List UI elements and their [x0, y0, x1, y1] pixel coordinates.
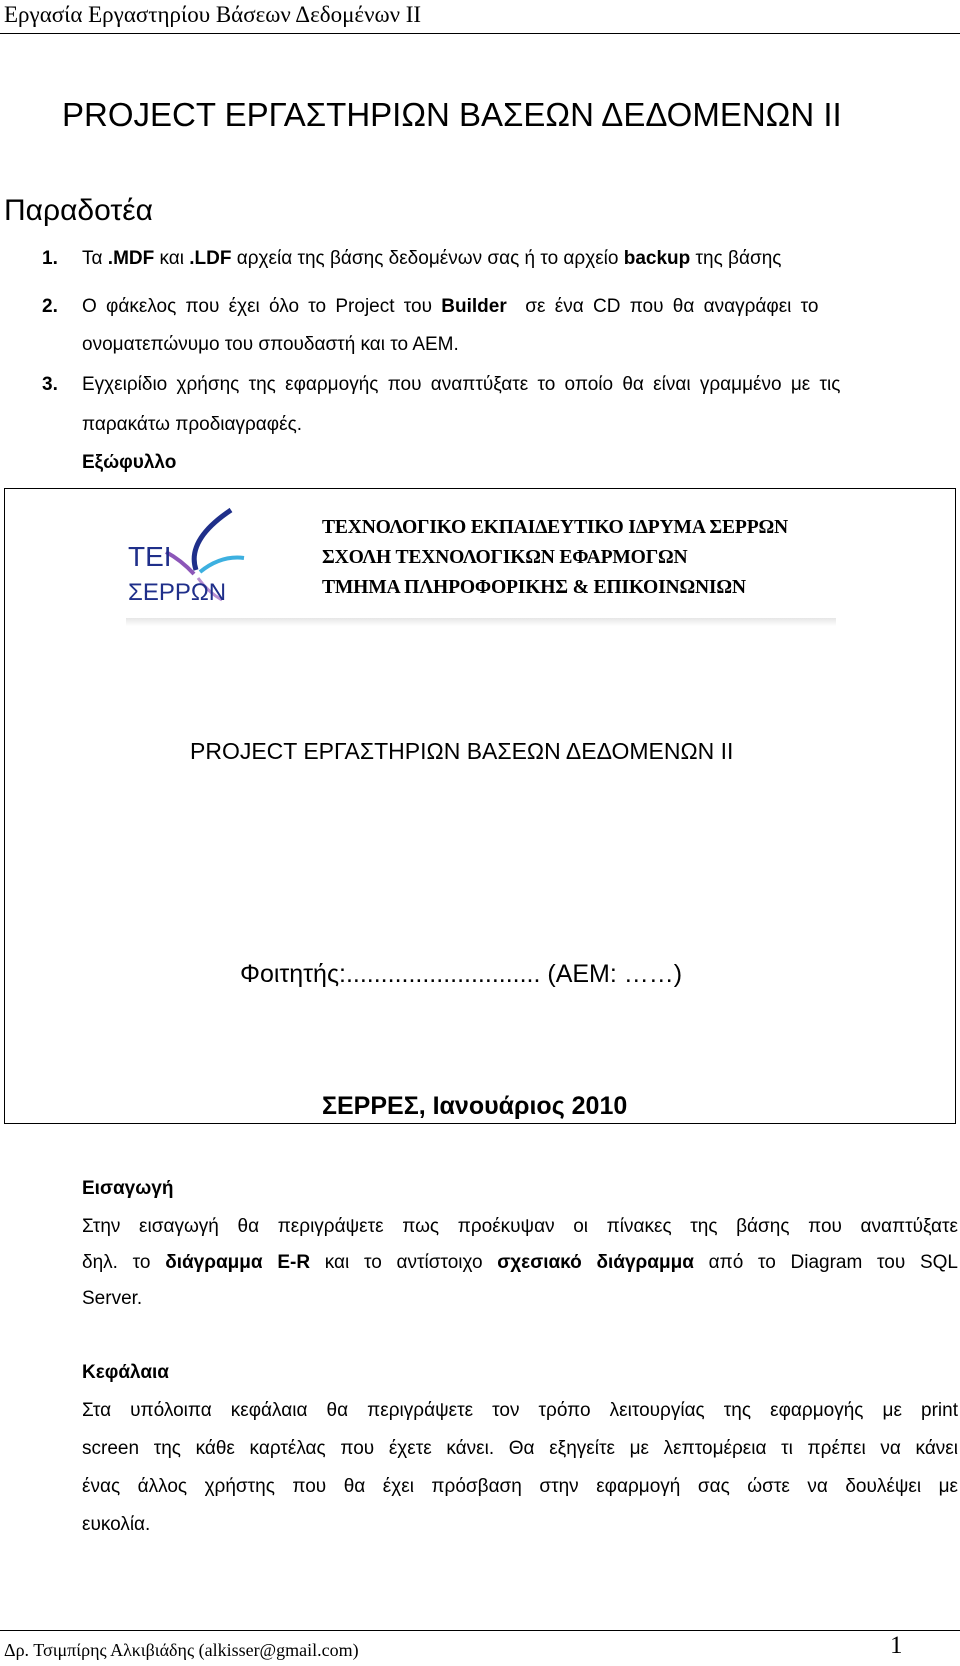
- chapters-heading: Κεφάλαια: [82, 1362, 169, 1383]
- chapters-line: Στα υπόλοιπα κεφάλαια θα περιγράψετε τον τρόπο λειτουργίας της εφαρμογής με print: [82, 1400, 958, 1421]
- tei-logo-icon: [126, 500, 246, 620]
- deliverable-item-3: [42, 374, 957, 396]
- introduction-heading: Εισαγωγή: [82, 1178, 174, 1199]
- list-number: 3.: [42, 374, 58, 395]
- institution-line: ΣΧΟΛΗ ΤΕΧΝΟΛΟΓΙΚΩΝ ΕΦΑΡΜΟΓΩΝ: [322, 546, 688, 568]
- header-rule: [0, 33, 960, 34]
- text-run-bold: διάγραμμα E-R: [165, 1252, 311, 1273]
- chapters-line: ένας άλλος χρήστης που θα έχει πρόσβαση στην εφαρμογή σας ώστε να δουλέψει με: [82, 1476, 958, 1497]
- list-number: 2.: [42, 296, 58, 317]
- footer-author: Δρ. Τσιμπίρης Αλκιβιάδης (alkisser@gmail.com): [4, 1640, 359, 1660]
- introduction-line: Server.: [82, 1288, 143, 1309]
- chapters-line: screen της κάθε καρτέλας που έχετε κάνει. Θα εξηγείτε με λεπτομέρεια τι πρέπει να κάνει: [82, 1438, 958, 1459]
- banner-shadow: [126, 618, 836, 626]
- institution-banner: [126, 500, 836, 628]
- text-run: Τα: [82, 248, 108, 269]
- text-run: δηλ. το: [82, 1252, 166, 1273]
- text-run: Εγχειρίδιο χρήσης της εφαρμογής που αναπτύξατε το οποίο θα είναι γραμμένο με τις: [82, 374, 841, 395]
- text-run: και το αντίστοιχο: [310, 1252, 498, 1273]
- cover-project-title: PROJECT ΕΡΓΑΣΤΗΡΙΩΝ ΒΑΣΕΩΝ ΔΕΔΟΜΕΝΩΝ ΙΙ: [190, 738, 734, 764]
- text-run: σε ένα CD που θα αναγράφει το: [506, 296, 819, 317]
- text-run: της βάσης: [690, 248, 782, 269]
- deliverable-item-2: [42, 296, 922, 318]
- main-title: PROJECT ΕΡΓΑΣΤΗΡΙΩΝ ΒΑΣΕΩΝ ΔΕΔΟΜΕΝΩΝ ΙΙ: [62, 96, 842, 133]
- running-header-title: Εργασία Εργαστηρίου Βάσεων Δεδομένων ΙΙ: [4, 2, 422, 27]
- cover-place-date: ΣΕΡΡΕΣ, Ιανουάριος 2010: [322, 1092, 628, 1120]
- text-run-bold: σχεσιακό διάγραμμα: [497, 1252, 694, 1273]
- text-run-bold: .LDF: [189, 248, 232, 269]
- student-field: Φοιτητής:............................ (ΑΕΜ: ……): [240, 960, 683, 988]
- deliverable-item-2-continuation: ονοματεπώνυμο του σπουδαστή και το ΑΕΜ.: [82, 334, 459, 355]
- text-run: αρχεία της βάσης δεδομένων σας ή το αρχείο: [231, 248, 624, 269]
- institution-line: ΤΕΧΝΟΛΟΓΙΚΟ ΕΚΠΑΙΔΕΥΤΙΚΟ ΙΔΡΥΜΑ ΣΕΡΡΩΝ: [322, 516, 788, 538]
- text-run-bold: Builder: [441, 296, 507, 317]
- page-number: 1: [890, 1632, 903, 1659]
- logo-text: ΣΕΡΡΩΝ: [128, 579, 227, 606]
- cover-heading: Εξώφυλλο: [82, 452, 177, 473]
- deliverable-item-1: [42, 248, 902, 270]
- footer-rule: [0, 1630, 960, 1631]
- deliverables-heading: Παραδοτέα: [4, 194, 153, 227]
- introduction-line: Στην εισαγωγή θα περιγράψετε πως προέκυψαν οι πίνακες της βάσης που αναπτύξατε: [82, 1216, 958, 1237]
- institution-line: ΤΜΗΜΑ ΠΛΗΡΟΦΟΡΙΚΗΣ & ΕΠΙΚΟΙΝΩΝΙΩΝ: [322, 576, 746, 598]
- text-run: Ο φάκελος που έχει όλο το Project του: [82, 296, 442, 317]
- introduction-line: [82, 1252, 958, 1274]
- chapters-line: ευκολία.: [82, 1514, 151, 1535]
- logo-text: ΤΕΙ: [128, 541, 172, 572]
- text-run-bold: backup: [623, 248, 691, 269]
- text-run-bold: .MDF: [107, 248, 155, 269]
- list-number: 1.: [42, 248, 58, 269]
- text-run: από το Diagram του SQL: [693, 1252, 958, 1273]
- text-run: και: [154, 248, 190, 269]
- deliverable-item-3-continuation: παρακάτω προδιαγραφές.: [82, 414, 303, 435]
